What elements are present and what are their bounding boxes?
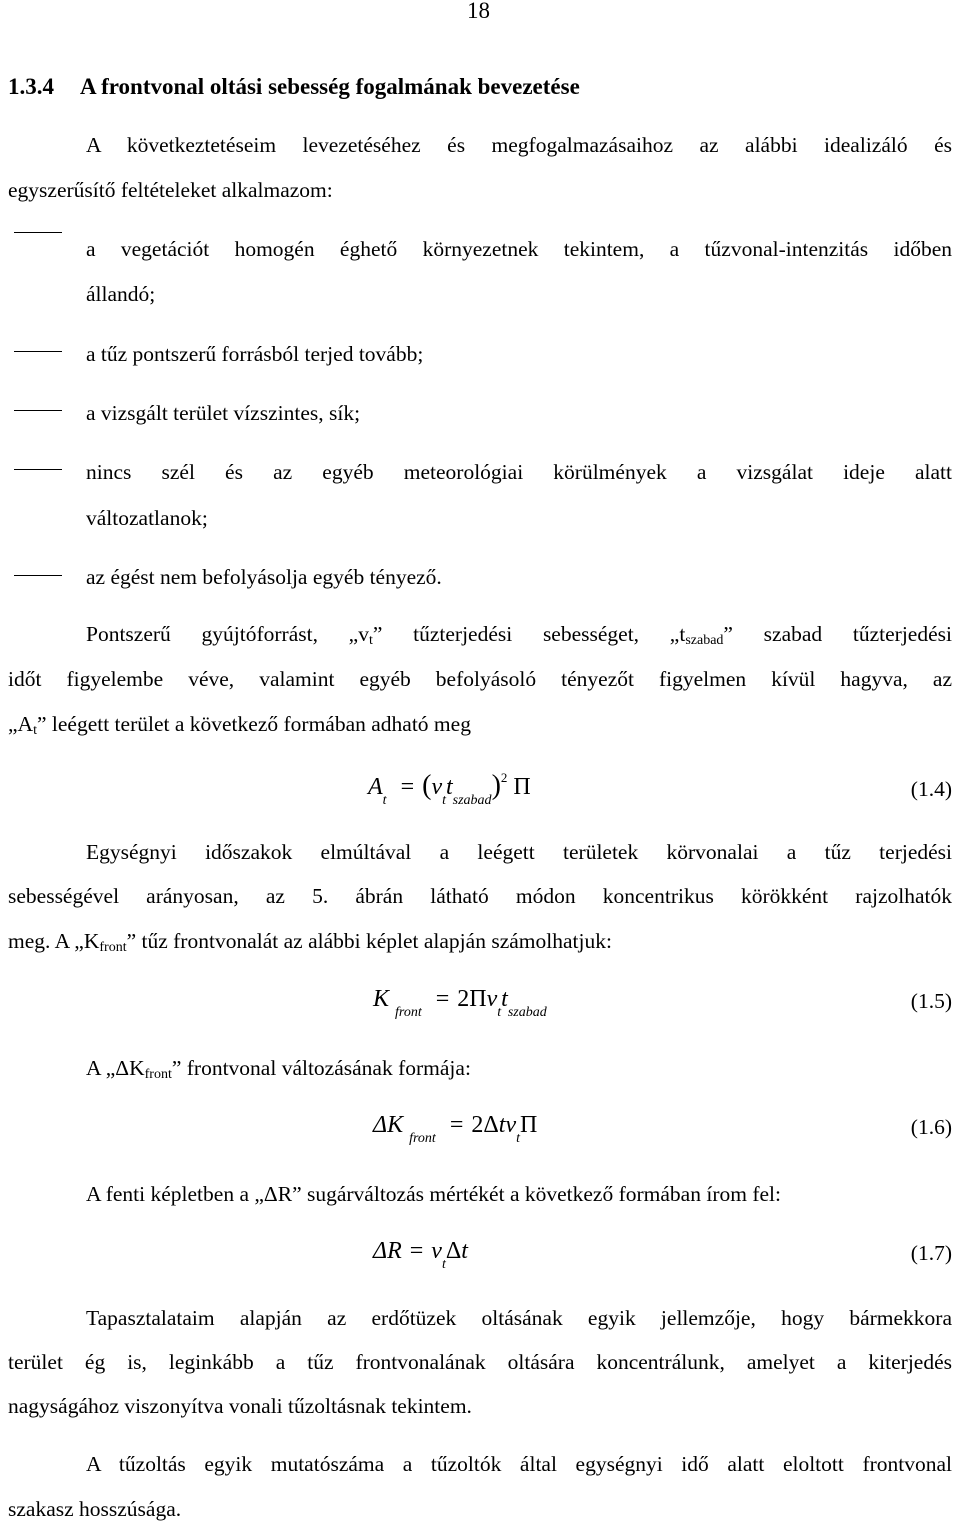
list-item-4-line-2: változatlanok; [86,506,208,530]
equation-1-7: $\Delta R = v_t\Delta t$ [373,1238,468,1272]
para2-line-1: Egységnyi időszakok elmúltával a leégett területek körvonalai a tűz terjedési [86,840,952,864]
para4: A fenti képletben a „ΔR” sugárváltozás mértékét a következő formában írom fel: [86,1182,781,1206]
list-item-5: az égést nem befolyásolja egyéb tényező. [86,565,442,589]
equation-1-6: $\Delta K_{front} = 2\Delta tv_t\Pi$ [373,1112,538,1146]
dash-bullet-icon [14,351,62,352]
dash-bullet-icon [14,575,62,576]
para2-line-2: sebességével arányosan, az 5. ábrán látható módon koncentrikus körökként rajzolhatók [8,884,952,908]
equation-number-1-7: (1.7) [910,1241,952,1265]
para6-line-2: szakasz hosszúsága. [8,1497,182,1521]
section-number: 1.3.4 [8,74,54,99]
list-item-3: a vizsgált terület vízszintes, sík; [86,401,361,425]
para3: A $„\Delta K_{front}$” frontvonal változásának formája: [86,1056,471,1082]
section-heading [8,74,580,100]
intro-line-2: egyszerűsítő feltételeket alkalmazom: [8,178,333,202]
para2-line-3: meg. A $„K_{front}$” tűz frontvonalát az alábbi képlet alapján számolhatjuk: [8,929,612,955]
para5-line-3: nagyságához viszonyítva vonali tűzoltásnak tekintem. [8,1394,472,1418]
dash-bullet-icon [14,232,62,233]
equation-number-1-5: (1.5) [910,989,952,1013]
para1-line-2: időt figyelembe véve, valamint egyéb befolyásoló tényezőt figyelmen kívül hagyva, az [8,667,952,691]
para6-line-1: A tűzoltás egyik mutatószáma a tűzoltók által egységnyi idő alatt eloltott frontvonal [86,1452,952,1476]
list-item-2: a tűz pontszerű forrásból terjed tovább; [86,342,424,366]
list-item-1-line-1: a vegetációt homogén éghető környezetnek tekintem, a tűzvonal-intenzitás időben [86,237,952,261]
equation-number-1-6: (1.6) [910,1115,952,1139]
equation-1-5: $K_{front} = 2\Pi v_tt_{szabad}$ [373,986,547,1020]
equation-number-1-4: (1.4) [910,777,952,801]
list-item-4-line-1: nincs szél és az egyéb meteorológiai körülmények a vizsgálat ideje alatt [86,460,952,484]
list-item-1-line-2: állandó; [86,282,156,306]
para1-line-3: $„A_t$” leégett terület a következő formában adható meg [8,712,471,738]
equation-1-4: $A_t = (v_tt_{szabad})^2$ Π [368,770,531,808]
intro-line-1: A következtetéseim levezetéséhez és megfogalmazásaihoz az alábbi idealizáló és [86,133,952,157]
para1-line-1: Pontszerű gyújtóforrást, $„v_t$” tűzterjedési sebességet, $„t_{szabad}$” szabad tűzterjedési [86,622,952,648]
para5-line-1: Tapasztalataim alapján az erdőtüzek oltásának egyik jellemzője, hogy bármekkora [86,1306,952,1330]
section-title: A frontvonal oltási sebesség fogalmának bevezetése [80,74,580,99]
page-number: 18 [467,0,490,23]
para5-line-2: terület ég is, leginkább a tűz frontvonalának oltására koncentrálunk, amelyet a kiterjedés [8,1350,952,1374]
dash-bullet-icon [14,469,62,470]
dash-bullet-icon [14,410,62,411]
